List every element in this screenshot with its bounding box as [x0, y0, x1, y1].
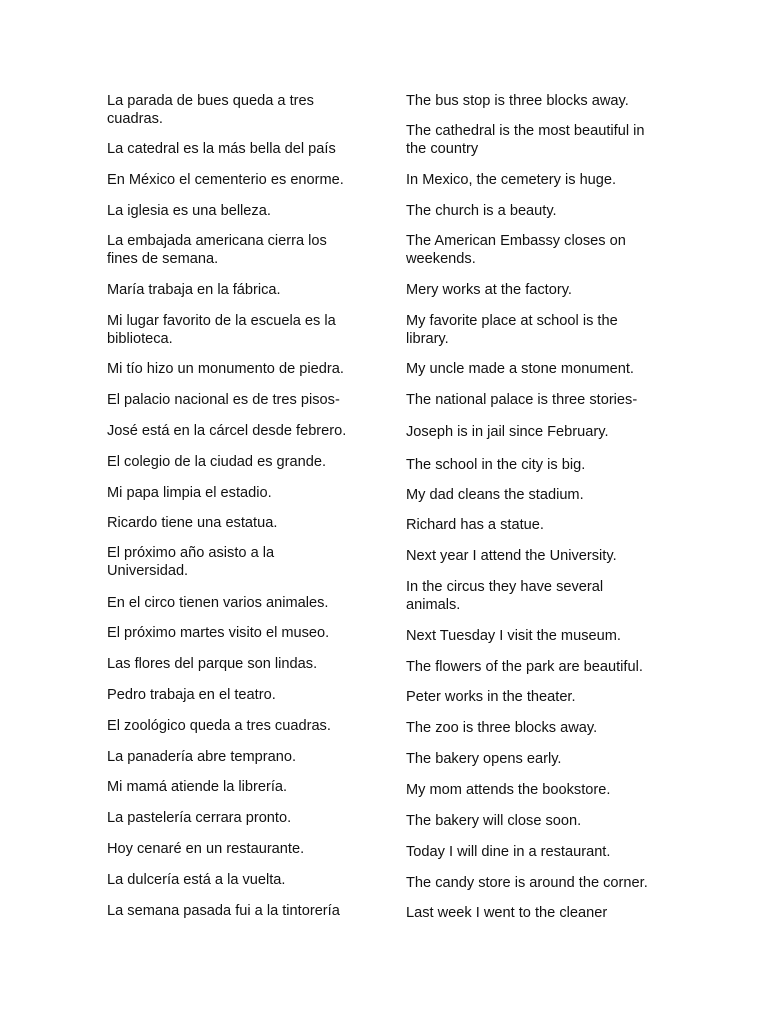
english-sentence: The national palace is three stories- — [406, 392, 638, 408]
spanish-sentence: Hoy cenaré en un restaurante. — [107, 841, 305, 857]
english-sentence: In the circus they have several animals. — [406, 579, 604, 614]
english-sentence: The bakery opens early. — [406, 751, 562, 767]
english-sentence: Last week I went to the cleaner — [406, 905, 608, 921]
english-sentence: The zoo is three blocks away. — [406, 720, 598, 736]
spanish-sentence: La panadería abre temprano. — [107, 749, 297, 765]
english-sentence: My favorite place at school is the library. — [406, 313, 618, 348]
spanish-sentence: La iglesia es una belleza. — [107, 203, 271, 219]
spanish-sentence: El zoológico queda a tres cuadras. — [107, 718, 331, 734]
spanish-sentence: José está en la cárcel desde febrero. — [107, 423, 347, 439]
spanish-sentence: Mi lugar favorito de la escuela es la biblioteca. — [107, 313, 336, 348]
spanish-sentence: La semana pasada fui a la tintorería — [107, 903, 340, 919]
spanish-sentence: Mi mamá atiende la librería. — [107, 779, 288, 795]
english-sentence: The church is a beauty. — [406, 203, 557, 219]
spanish-sentence: El colegio de la ciudad es grande. — [107, 454, 327, 470]
english-sentence: The American Embassy closes on weekends. — [406, 233, 626, 268]
english-sentence: Peter works in the theater. — [406, 689, 576, 705]
spanish-sentence: El próximo martes visito el museo. — [107, 625, 330, 641]
english-sentence: The bus stop is three blocks away. — [406, 93, 629, 109]
english-sentence: Today I will dine in a restaurant. — [406, 844, 611, 860]
english-sentence: My uncle made a stone monument. — [406, 361, 634, 377]
english-sentence: The cathedral is the most beautiful in the country — [406, 123, 645, 158]
spanish-sentence: Pedro trabaja en el teatro. — [107, 687, 276, 703]
english-sentence: The bakery will close soon. — [406, 813, 582, 829]
english-sentence: Joseph is in jail since February. — [406, 424, 609, 440]
english-sentence: Next Tuesday I visit the museum. — [406, 628, 621, 644]
english-sentence: The school in the city is big. — [406, 457, 586, 473]
spanish-sentence: La pastelería cerrara pronto. — [107, 810, 292, 826]
english-sentence: Mery works at the factory. — [406, 282, 572, 298]
english-sentence: The flowers of the park are beautiful. — [406, 659, 643, 675]
english-sentence: My mom attends the bookstore. — [406, 782, 611, 798]
spanish-sentence: La dulcería está a la vuelta. — [107, 872, 286, 888]
spanish-sentence: La catedral es la más bella del país — [107, 141, 336, 157]
spanish-sentence: Las flores del parque son lindas. — [107, 656, 318, 672]
english-sentence: Richard has a statue. — [406, 517, 544, 533]
english-sentence: My dad cleans the stadium. — [406, 487, 584, 503]
spanish-sentence: En el circo tienen varios animales. — [107, 595, 329, 611]
spanish-sentence: En México el cementerio es enorme. — [107, 172, 344, 188]
english-sentence: Next year I attend the University. — [406, 548, 617, 564]
spanish-sentence: María trabaja en la fábrica. — [107, 282, 281, 298]
spanish-sentence: Mi tío hizo un monumento de piedra. — [107, 361, 344, 377]
spanish-sentence: La parada de bues queda a tres cuadras. — [107, 93, 314, 128]
spanish-sentence: Mi papa limpia el estadio. — [107, 485, 272, 501]
english-sentence: The candy store is around the corner. — [406, 875, 648, 891]
spanish-sentence: El palacio nacional es de tres pisos- — [107, 392, 340, 408]
spanish-sentence: El próximo año asisto a la Universidad. — [107, 545, 275, 580]
spanish-sentence: La embajada americana cierra los fines de semana. — [107, 233, 327, 268]
spanish-sentence: Ricardo tiene una estatua. — [107, 515, 278, 531]
english-sentence: In Mexico, the cemetery is huge. — [406, 172, 617, 188]
